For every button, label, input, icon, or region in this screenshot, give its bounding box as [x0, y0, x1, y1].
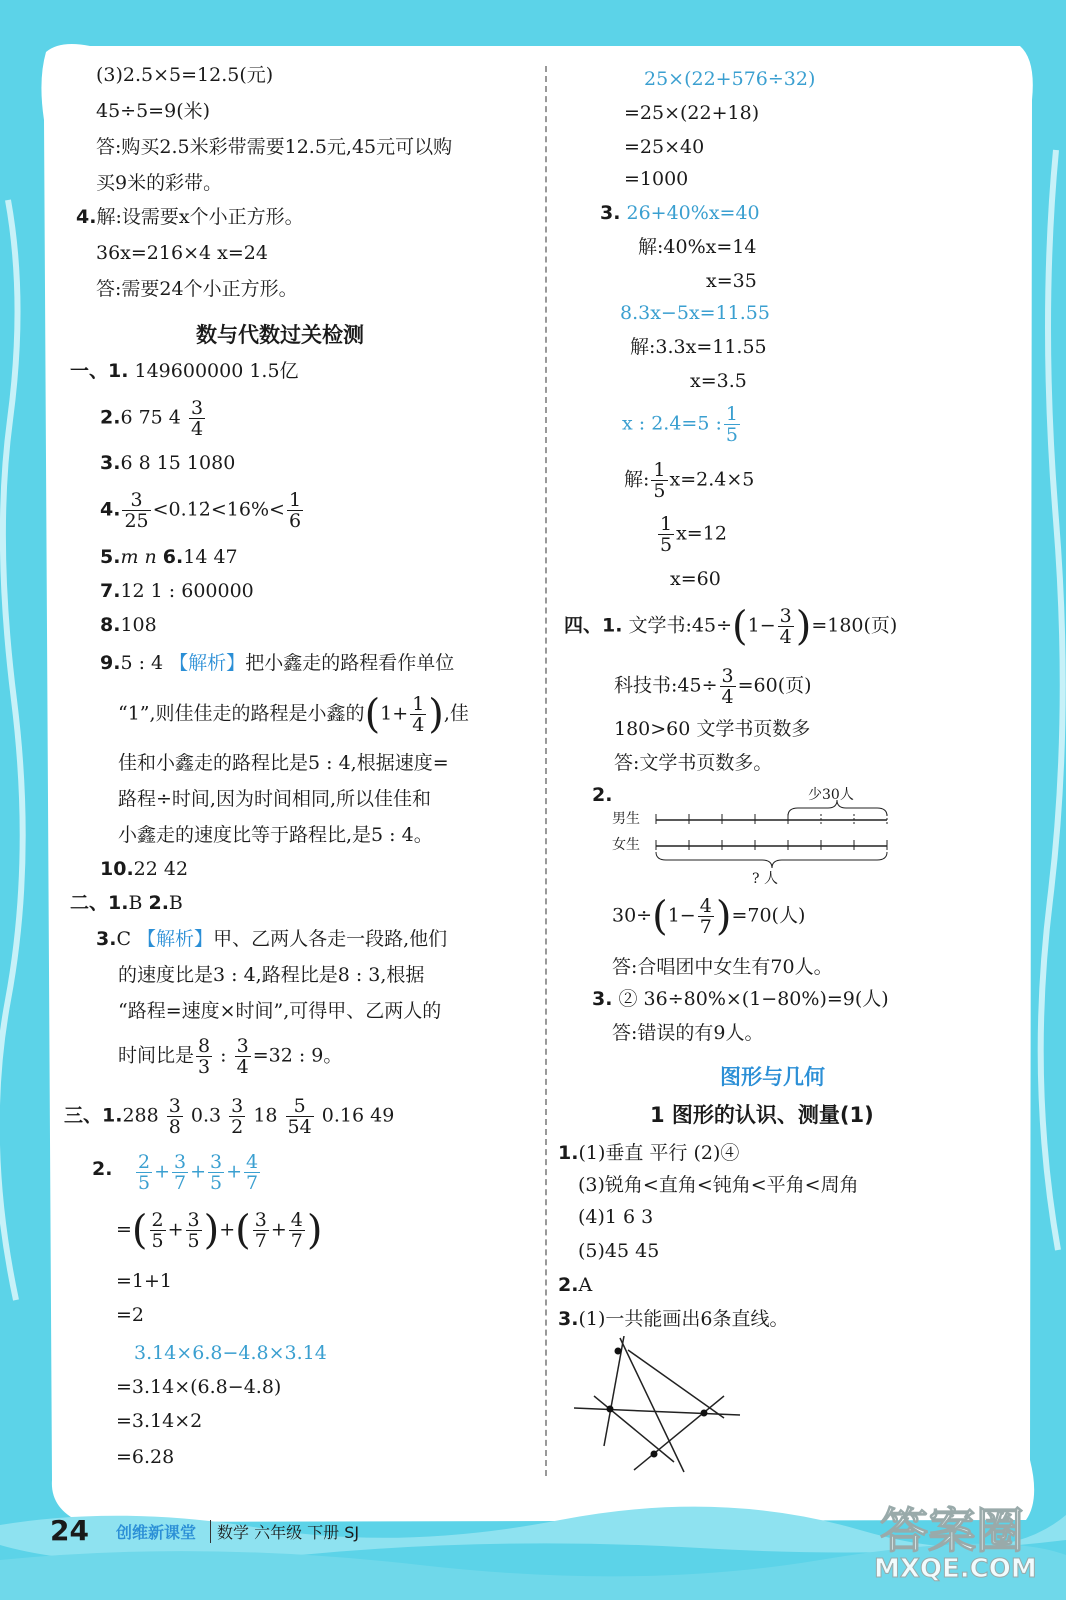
- section-title: 数与代数过关检测: [196, 323, 364, 347]
- formula-line: 解:3.3x=11.55: [630, 336, 767, 358]
- fraction: $\frac{5}{54}$: [287, 1095, 312, 1138]
- text-line: 180>60 文学书页数多: [614, 718, 811, 740]
- text-line: 答:文学书页数多。: [614, 752, 773, 774]
- geometry-title: 图形与几何: [720, 1065, 825, 1089]
- formula-line: x=60: [670, 568, 721, 590]
- text-line: 答:需要24个小正方形。: [96, 278, 298, 300]
- diagram-label: ? 人: [752, 871, 778, 887]
- formula-line: =25×(22+18): [624, 102, 760, 124]
- formula-line: =25×40: [624, 136, 705, 158]
- fraction: $\frac{3}{4}$: [190, 397, 204, 440]
- answer-line: 四、1. 文学书:45÷(1− $\frac{3}{4}$ )=180(页): [564, 603, 898, 650]
- fraction: $\frac{1}{4}$: [412, 693, 425, 736]
- formula-line: $\frac{1}{5}$ x=12: [660, 513, 727, 556]
- formula-line: 解:40%x=14: [638, 236, 757, 258]
- fraction: $\frac{3}{2}$: [231, 1095, 244, 1138]
- formula-line: =1+1: [116, 1270, 173, 1292]
- answer-line: 5.m n 6.14 47: [100, 546, 238, 568]
- text-line: 小鑫走的速度比等于路程比,是5 : 4。: [118, 824, 433, 846]
- text-line: (3)2.5×5=12.5(元): [96, 64, 274, 86]
- answer-line: 3.C 【解析】甲、乙两人各走一段路,他们: [96, 928, 448, 950]
- answer-line: 30÷(1− $\frac{4}{7}$ )=70(人): [612, 893, 806, 940]
- question-item: 4.解:设需要x个小正方形。: [76, 206, 304, 228]
- text-line: 的速度比是3 : 4,路程比是8 : 3,根据: [118, 964, 425, 986]
- fraction: $\frac{3}{8}$: [168, 1095, 181, 1138]
- column-divider: [545, 66, 547, 1476]
- brand-name: 创维新课堂: [116, 1523, 197, 1542]
- answer-line: 8.108: [100, 614, 157, 636]
- formula-line: $\frac{2}{5}$ + $\frac{3}{7}$ + $\frac{3}{5}$ + $\frac{4}{7}$: [138, 1151, 259, 1194]
- answer-line: 三、1.288 $\frac{3}{8}$ 0.3 $\frac{3}{2}$ 18 $\frac{5}{54}$ 0.16 49: [64, 1095, 395, 1138]
- formula-line: 8.3x−5x=11.55: [620, 302, 770, 324]
- answer-line: 3.(1)一共能画出6条直线。: [558, 1308, 789, 1330]
- book-info: 数学 六年级 下册 SJ: [210, 1520, 359, 1543]
- text-line: 答:合唱团中女生有70人。: [612, 956, 833, 978]
- right-column: [550, 0, 1030, 1500]
- answer-line: 2.6 75 4 $\frac{3}{4}$: [100, 397, 204, 440]
- page-number: 24: [50, 1514, 89, 1547]
- formula-line: 解: $\frac{1}{5}$ x=2.4×5: [624, 459, 755, 502]
- watermark-url: MXQE.COM: [874, 1554, 1037, 1584]
- formula-line: x=35: [706, 270, 757, 292]
- formula-line: 25×(22+576÷32): [644, 68, 816, 90]
- answer-line: 7.12 1 : 600000: [100, 580, 254, 602]
- text-line: “路程=速度×时间”,可得甲、乙两人的: [118, 1000, 442, 1022]
- answer-line: 二、1.B 2.B: [70, 892, 183, 914]
- fraction: $\frac{8}{3}$: [198, 1035, 211, 1078]
- text-line: (3)锐角<直角<钝角<平角<周角: [578, 1174, 859, 1196]
- answer-line: 2.A: [558, 1274, 593, 1296]
- answer-line: 一、1. 149600000 1.5亿: [70, 360, 299, 382]
- text-line: “1”,则佳佳走的路程是小鑫的(1+ $\frac{1}{4}$ ),佳: [118, 691, 469, 738]
- text-line: 36x=216×4 x=24: [96, 242, 268, 264]
- answer-line: 10.22 42: [100, 858, 189, 880]
- answer-line: 3. ② 36÷80%×(1−80%)=9(人): [592, 988, 889, 1010]
- text-line: 45÷5=9(米): [96, 100, 211, 122]
- text-line: 买9米的彩带。: [96, 172, 223, 194]
- text-line: 答:购买2.5米彩带需要12.5元,45元可以购: [96, 136, 453, 158]
- formula-line: =3.14×(6.8−4.8): [116, 1376, 282, 1398]
- line-segment-diagram: [612, 784, 902, 887]
- analysis-tag: 【解析】: [137, 928, 214, 950]
- chapter-title: 1 图形的认识、测量(1): [650, 1103, 874, 1127]
- text-line: 时间比是 $\frac{8}{3}$ : $\frac{3}{4}$ =32 : 9。: [118, 1035, 343, 1078]
- formula-line: x : 2.4=5 : $\frac{1}{5}$: [622, 403, 738, 446]
- formula-line: =6.28: [116, 1446, 175, 1468]
- text-line: 佳和小鑫走的路程比是5 : 4,根据速度=: [118, 752, 449, 774]
- text-line: (5)45 45: [578, 1240, 660, 1262]
- formula-line: x=3.5: [690, 370, 747, 392]
- answer-line: 9.5 : 4 【解析】把小鑫走的路程看作单位: [100, 652, 455, 674]
- diagram-label: 女生: [612, 837, 640, 853]
- fraction: $\frac{3}{4}$: [236, 1035, 249, 1078]
- formula-line: =1000: [624, 168, 689, 190]
- formula-line: 3.14×6.8−4.8×3.14: [134, 1342, 327, 1364]
- formula-line: =( $\frac{2}{5}$ + $\frac{3}{5}$ )+( $\frac{3}{7}$ + $\frac{4}{7}$ ): [116, 1207, 323, 1254]
- answer-line: 1.(1)垂直 平行 (2)④: [558, 1142, 740, 1164]
- b-num: 2.: [92, 1158, 113, 1180]
- analysis-tag: 【解析】: [169, 652, 246, 674]
- watermark-logo: 答案圈: [880, 1503, 1025, 1559]
- formula-line: =3.14×2: [116, 1410, 203, 1432]
- diagram-label: 少30人: [808, 787, 854, 803]
- text-line: (4)1 6 3: [578, 1206, 654, 1228]
- formula-line: =2: [116, 1304, 145, 1326]
- text-line: 答:错误的有9人。: [612, 1022, 764, 1044]
- answer-line: 科技书:45÷ $\frac{3}{4}$ =60(页): [614, 665, 812, 708]
- left-column: [0, 0, 540, 1500]
- answer-line: 3. 26+40%x=40: [600, 202, 760, 224]
- lines-geometry-figure: [574, 1336, 754, 1476]
- answer-line: 4. $\frac{3}{25}$ <0.12̇<16%< $\frac{1}{6}$: [100, 489, 302, 532]
- text-line: 路程÷时间,因为时间相同,所以佳佳和: [118, 788, 431, 810]
- b-num: 2.: [592, 784, 613, 806]
- fraction: $\frac{1}{6}$: [288, 489, 302, 532]
- answer-line: 3.6 8 15 1080: [100, 452, 236, 474]
- diagram-label: 男生: [612, 811, 640, 827]
- fraction: $\frac{3}{25}$: [124, 489, 149, 532]
